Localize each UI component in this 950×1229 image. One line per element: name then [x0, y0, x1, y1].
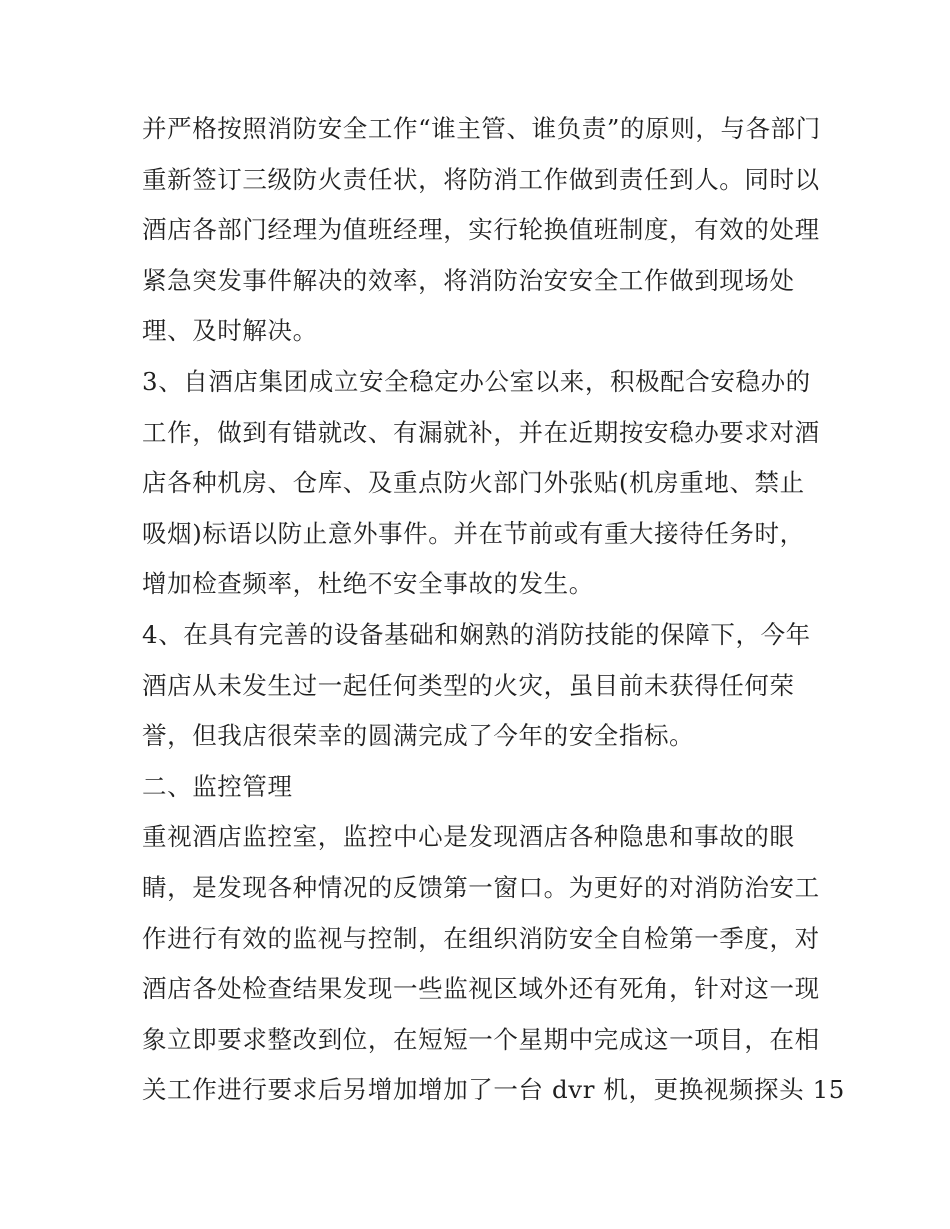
text-line-7: 工作，做到有错就改、有漏就补，并在近期按安稳办要求对酒 — [142, 417, 820, 447]
text-line-13: 誉，但我店很荣幸的圆满完成了今年的安全指标。 — [142, 721, 695, 751]
text-line-17: 作进行有效的监视与控制，在组织消防安全自检第一季度，对 — [142, 923, 820, 953]
text-line-11: 4、在具有完善的设备基础和娴熟的消防技能的保障下，今年 — [142, 619, 811, 649]
text-line-10: 增加检查频率，杜绝不安全事故的发生。 — [142, 569, 594, 599]
text-line-18: 酒店各处检查结果发现一些监视区域外还有死角，针对这一现 — [142, 974, 820, 1004]
text-line-2: 重新签订三级防火责任状，将防消工作做到责任到人。同时以 — [142, 164, 820, 194]
text-line-9: 吸烟)标语以防止意外事件。并在节前或有重大接待任务时， — [142, 518, 805, 548]
text-line-12: 酒店从未发生过一起任何类型的火灾，虽目前未获得任何荣 — [142, 670, 795, 700]
text-line-1: 并严格按照消防安全工作“谁主管、谁负责”的原则，与各部门 — [142, 114, 821, 143]
text-line-4: 紧急突发事件解决的效率，将消防治安安全工作做到现场处 — [142, 265, 795, 295]
text-line-20: 关工作进行要求后另增加增加了一台 dvr 机，更换视频探头 15 — [142, 1075, 845, 1105]
text-line-3: 酒店各部门经理为值班经理，实行轮换值班制度，有效的处理 — [142, 215, 820, 245]
text-line-16: 睛，是发现各种情况的反馈第一窗口。为更好的对消防治安工 — [142, 872, 820, 902]
section-heading: 二、监控管理 — [142, 771, 293, 801]
text-line-6: 3、自酒店集团成立安全稳定办公室以来，积极配合安稳办的 — [142, 366, 811, 396]
text-line-8: 店各种机房、仓库、及重点防火部门外张贴(机房重地、禁止 — [142, 468, 805, 498]
text-line-15: 重视酒店监控室，监控中心是发现酒店各种隐患和事故的眼 — [142, 822, 795, 852]
text-line-5: 理、及时解决。 — [142, 316, 318, 346]
text-line-19: 象立即要求整改到位，在短短一个星期中完成这一项目，在相 — [142, 1024, 820, 1054]
document-body — [142, 104, 845, 1116]
